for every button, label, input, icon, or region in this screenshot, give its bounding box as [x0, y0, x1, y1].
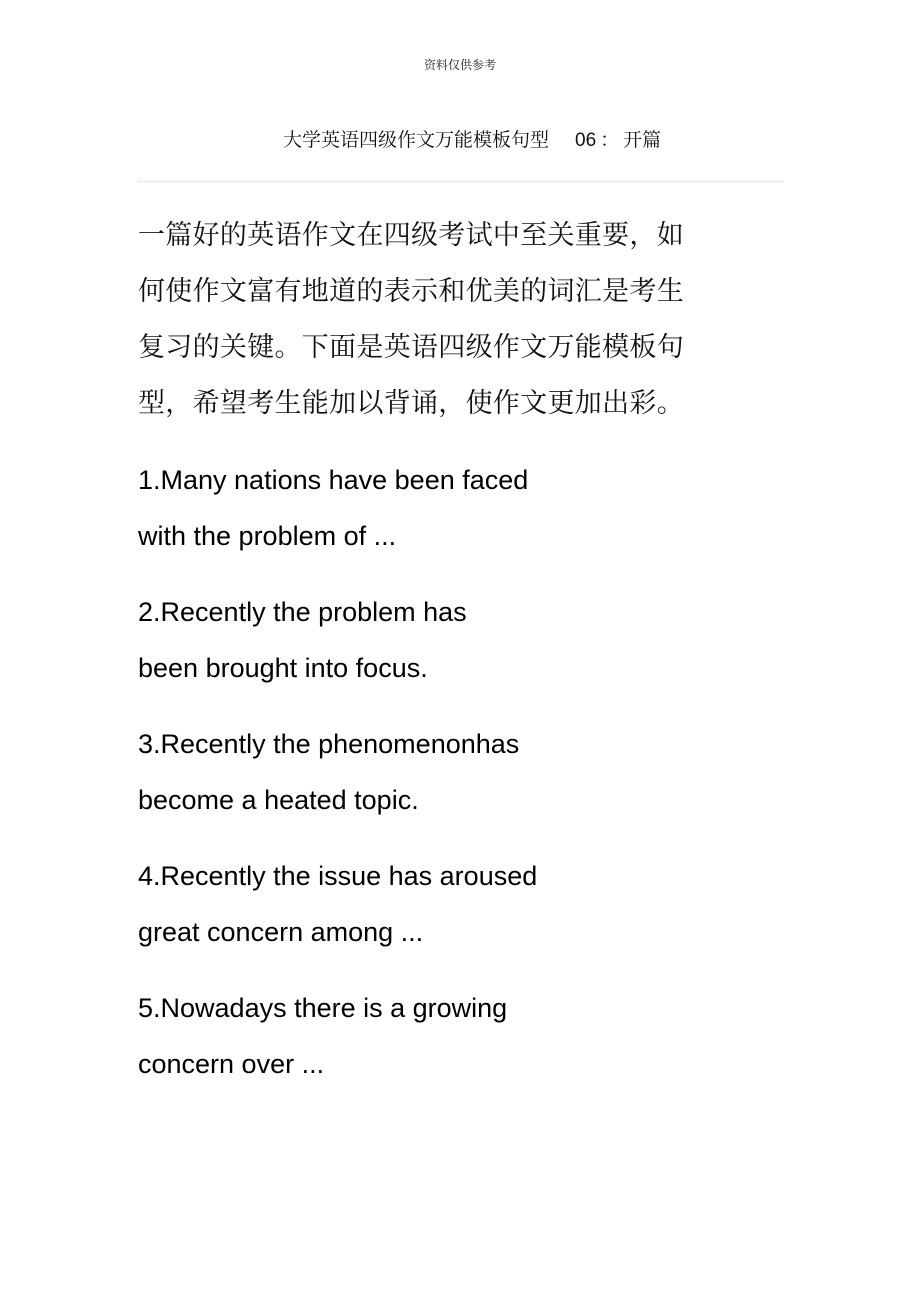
intro-line: 一篇好的英语作文在四级考试中至关重要，如 [138, 220, 684, 251]
intro-line: 何使作文富有地道的表示和优美的词汇是考生 [138, 276, 684, 307]
phrase-item [138, 852, 788, 984]
title-number: 06 [575, 130, 597, 151]
phrase-item [138, 984, 788, 1116]
phrase-line: 5.Nowadays there is a growing [138, 993, 508, 1023]
title-suffix: 开篇 [623, 129, 662, 151]
intro-line: 复习的关键。下面是英语四级作文万能模板句 [138, 332, 684, 363]
document-title [283, 126, 803, 155]
phrase-item [138, 588, 788, 720]
title-separator: ： [600, 129, 620, 151]
phrase-item [138, 720, 788, 852]
title-main: 大学英语四级作文万能模板句型 [283, 129, 550, 151]
phrase-line: 2.Recently the problem has [138, 597, 467, 627]
phrase-line: concern over ... [138, 1049, 325, 1079]
phrase-line: great concern among ... [138, 917, 424, 947]
phrase-line: become a heated topic. [138, 785, 419, 815]
intro-line: 型，希望考生能加以背诵，使作文更加出彩。 [138, 388, 684, 419]
intro-paragraph [138, 208, 738, 432]
phrase-line: with the problem of ... [138, 521, 397, 551]
phrase-item [138, 456, 788, 588]
title-divider [138, 181, 783, 182]
phrase-line: been brought into focus. [138, 653, 428, 683]
phrase-list [138, 456, 788, 1116]
phrase-line: 1.Many nations have been faced [138, 465, 529, 495]
phrase-line: 3.Recently the phenomenonhas [138, 729, 520, 759]
phrase-line: 4.Recently the issue has aroused [138, 861, 538, 891]
header-note: 资料仅供参考 [423, 58, 496, 72]
